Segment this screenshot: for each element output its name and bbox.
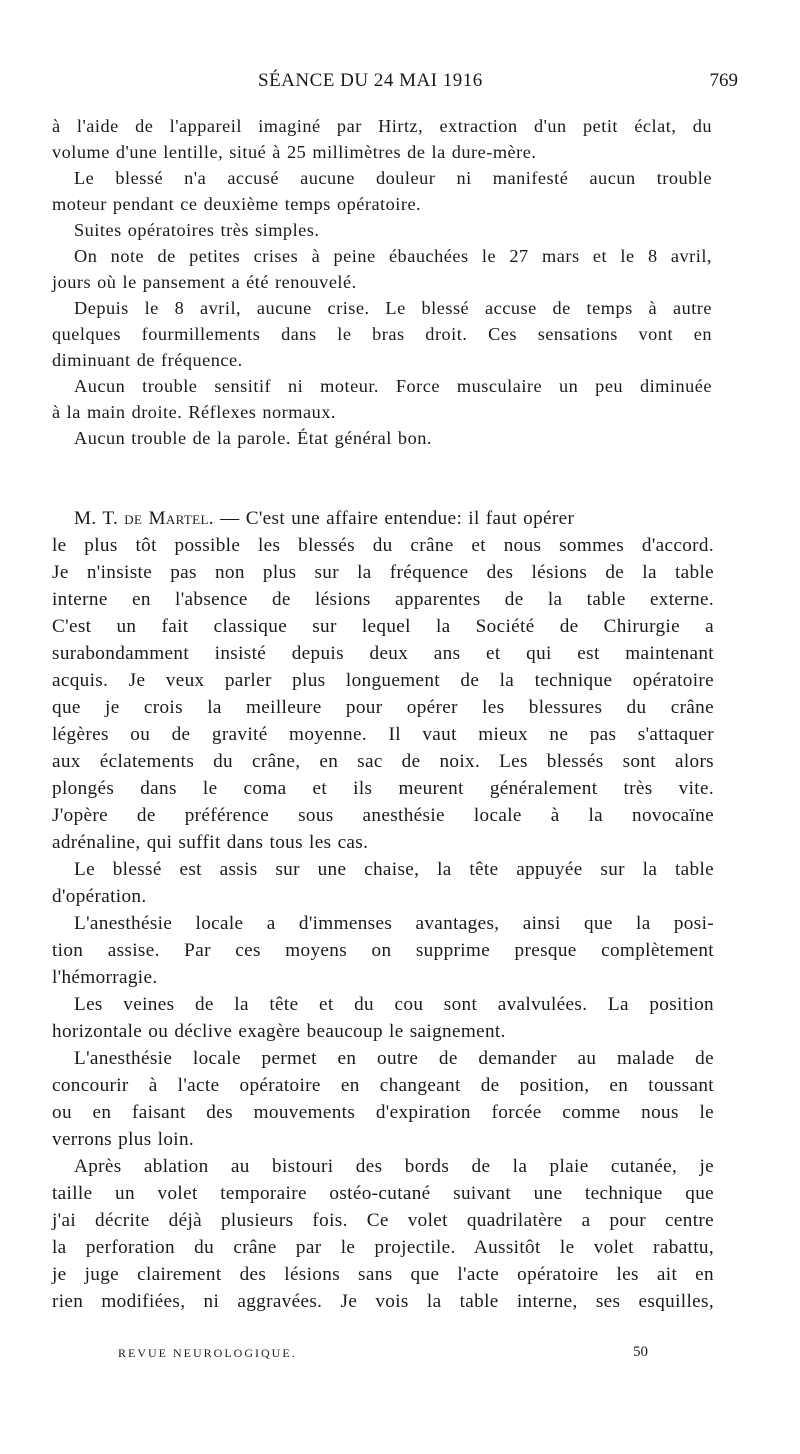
case-report-line: moteur pendant ce deuxième temps opératoire. (52, 194, 422, 214)
discussion-line: concourir à l'acte opératoire en changeant de position, en toussant (52, 1075, 714, 1096)
discussion-line: aux éclatements du crâne, en sac de noix. Les blessés sont alors (52, 751, 714, 772)
discussion-line: le plus tôt possible les blessés du crâne et nous sommes d'accord. (52, 535, 714, 556)
running-title: SÉANCE DU 24 MAI 1916 (258, 70, 483, 91)
discussion-line: l'hémorragie. (52, 967, 158, 988)
discussion-line: Les veines de la tête et du cou sont avalvulées. La position (74, 994, 714, 1015)
discussion-line: taille un volet temporaire ostéo-cutané suivant une technique que (52, 1183, 714, 1204)
case-report-line: quelques fourmillements dans le bras droit. Ces sensations vont en (52, 324, 712, 344)
discussion-line: la perforation du crâne par le projectile. Aussitôt le volet rabattu, (52, 1237, 714, 1258)
discussion-line: ou en faisant des mouvements d'expiration forcée comme nous le (52, 1102, 714, 1123)
discussion-line: adrénaline, qui suffit dans tous les cas. (52, 832, 369, 853)
discussion-line: C'est un fait classique sur lequel la Société de Chirurgie a (52, 616, 714, 637)
discussion-line: tion assise. Par ces moyens on supprime presque complètement (52, 940, 714, 961)
discussion-line: Je n'insiste pas non plus sur la fréquence des lésions de la table (52, 562, 714, 583)
discussion-line: d'opération. (52, 886, 147, 907)
running-head (0, 70, 800, 100)
discussion-line: rien modifiées, ni aggravées. Je vois la table interne, ses esquilles, (52, 1291, 714, 1312)
discussion-line: interne en l'absence de lésions apparentes de la table externe. (52, 589, 714, 610)
discussion-line: que je crois la meilleure pour opérer les blessures du crâne (52, 697, 714, 718)
page-number: 769 (709, 70, 738, 91)
case-report-line: volume d'une lentille, situé à 25 millimètres de la dure-mère. (52, 142, 537, 162)
discussion-line: légères ou de gravité moyenne. Il vaut mieux ne pas s'attaquer (52, 724, 714, 745)
discussion-line: j'ai décrite déjà plusieurs fois. Ce volet quadrilatère a pour centre (52, 1210, 714, 1231)
discussion-line: L'anesthésie locale a d'immenses avantages, ainsi que la posi- (74, 913, 714, 934)
case-report-line: à la main droite. Réflexes normaux. (52, 402, 336, 422)
case-report-line: jours où le pansement a été renouvelé. (52, 272, 357, 292)
case-report-line: Suites opératoires très simples. (74, 220, 320, 240)
discussion-line: Après ablation au bistouri des bords de la plaie cutanée, je (74, 1156, 714, 1177)
case-report-line: On note de petites crises à peine ébauchées le 27 mars et le 8 avril, (74, 246, 712, 266)
author-name: M. T. de Martel. (74, 508, 214, 529)
case-report-line: à l'aide de l'appareil imaginé par Hirtz, extraction d'un petit éclat, du (52, 116, 712, 136)
discussion-line: Le blessé est assis sur une chaise, la tête appuyée sur la table (74, 859, 714, 880)
discussion-line: plongés dans le coma et ils meurent généralement très vite. (52, 778, 714, 799)
case-report-line: Depuis le 8 avril, aucune crise. Le blessé accuse de temps à autre (74, 298, 712, 318)
discussion-line: je juge clairement des lésions sans que l'acte opératoire les ait en (52, 1264, 714, 1285)
case-report-line: Aucun trouble sensitif ni moteur. Force musculaire un peu diminuée (74, 376, 712, 396)
discussion-line: L'anesthésie locale permet en outre de demander au malade de (74, 1048, 714, 1069)
discussion-line: verrons plus loin. (52, 1129, 195, 1150)
discussion-first-line (74, 508, 574, 530)
discussion-line: horizontale ou déclive exagère beaucoup le saignement. (52, 1021, 506, 1042)
discussion-line: surabondamment insisté depuis deux ans et qui est maintenant (52, 643, 714, 664)
journal-name: REVUE NEUROLOGIQUE. (118, 1346, 297, 1360)
case-report-line: Le blessé n'a accusé aucune douleur ni manifesté aucun trouble (74, 168, 712, 188)
signature-mark: 50 (633, 1344, 648, 1360)
case-report-line: Aucun trouble de la parole. État général bon. (74, 428, 432, 448)
discussion-opening: — C'est une affaire entendue: il faut opérer (213, 508, 575, 529)
discussion-line: acquis. Je veux parler plus longuement de la technique opératoire (52, 670, 714, 691)
case-report-line: diminuant de fréquence. (52, 350, 243, 370)
page-footer (0, 1346, 800, 1370)
discussion-line: J'opère de préférence sous anesthésie locale à la novocaïne (52, 805, 714, 826)
